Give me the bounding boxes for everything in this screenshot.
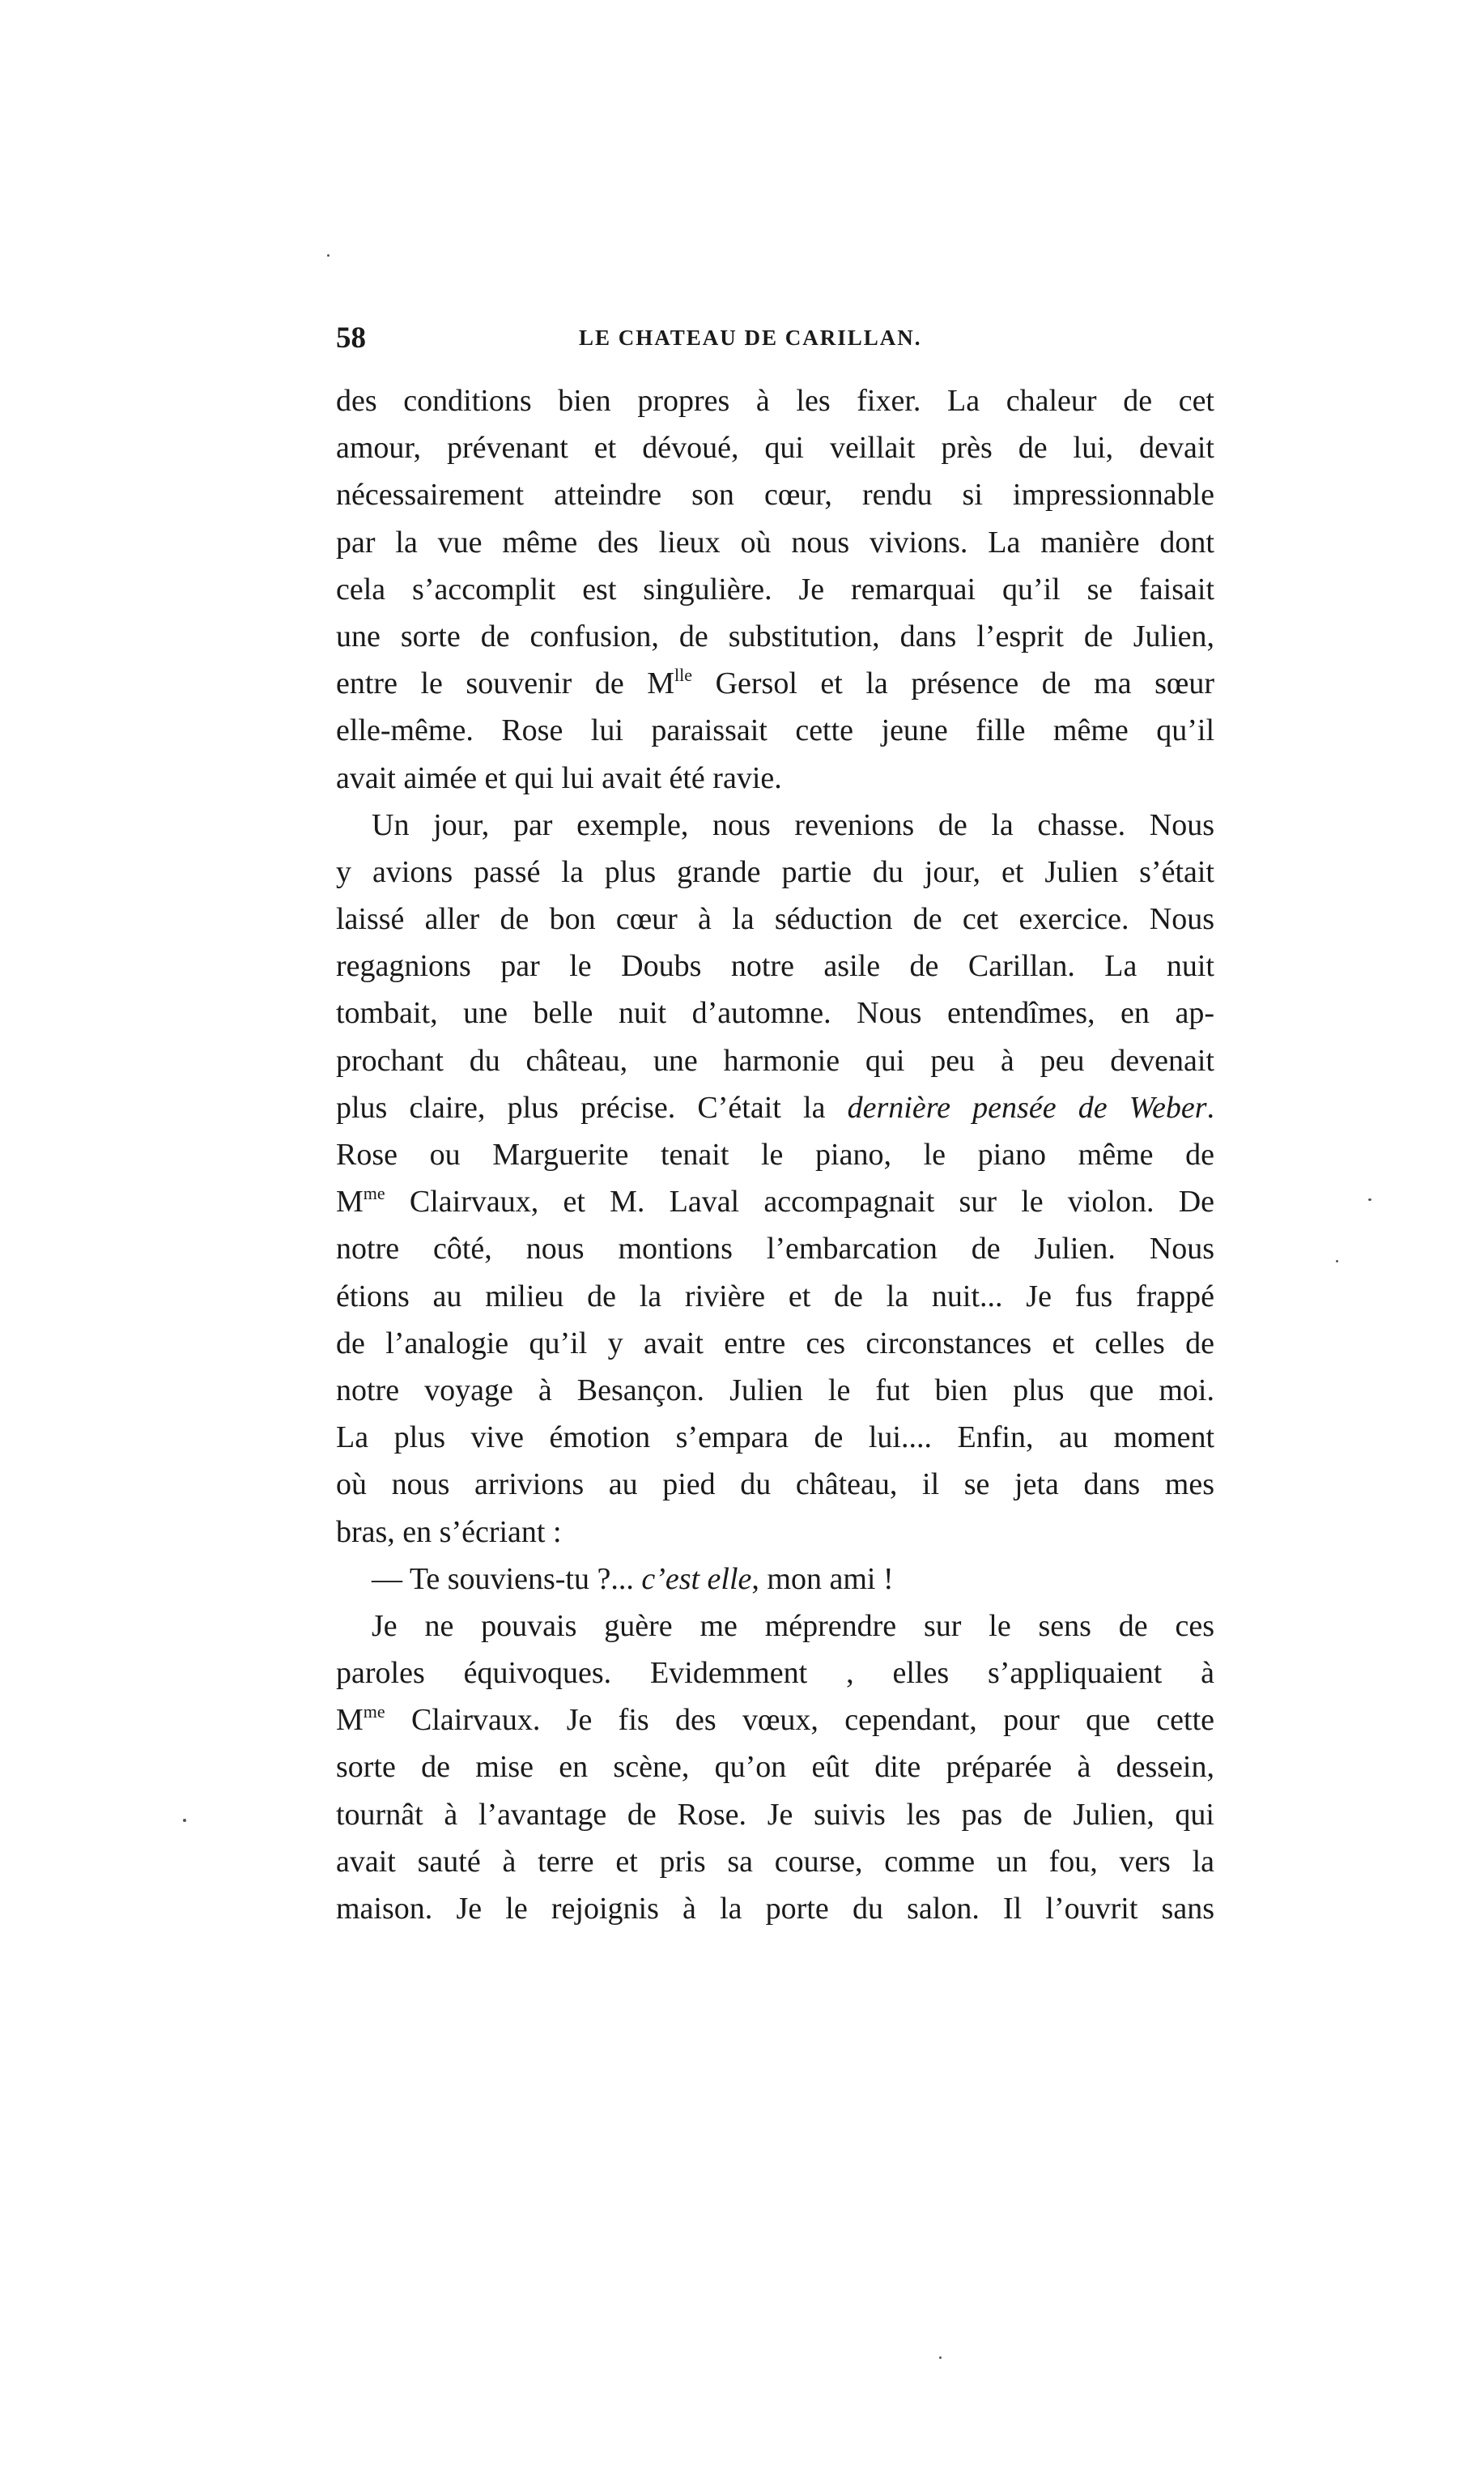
body-text bbox=[336, 377, 1214, 1932]
superscript-abbreviation: me bbox=[363, 1701, 385, 1722]
text-line: par la vue même des lieux où nous vivions. La manière dont bbox=[336, 525, 1214, 560]
text-line: elle-même. Rose lui paraissait cette jeune fille même qu’il bbox=[336, 713, 1214, 748]
text-line: maison. Je le rejoignis à la porte du salon. Il l’ouvrit sans bbox=[336, 1892, 1214, 1926]
text-line: regagnions par le Doubs notre asile de Carillan. La nuit bbox=[336, 949, 1214, 984]
text-line: de l’analogie qu’il y avait entre ces circonstances et celles de bbox=[336, 1326, 1214, 1360]
page-number: 58 bbox=[336, 321, 366, 355]
text-line: plus claire, plus précise. C’était la dernière pensée de Weber. bbox=[336, 1090, 1214, 1125]
text-line: des conditions bien propres à les fixer. La chaleur de cet bbox=[336, 384, 1214, 418]
text-line: $M^{me}$ Clairvaux, et M. Laval accompagnait sur le violon. De bbox=[336, 1183, 1214, 1220]
text-line: Je ne pouvais guère me méprendre sur le sens de ces bbox=[372, 1608, 1214, 1643]
text-line: Rose ou Marguerite tenait le piano, le piano même de bbox=[336, 1138, 1214, 1172]
italic-title: dernière pensée de Weber bbox=[847, 1090, 1207, 1125]
superscript-abbreviation: me bbox=[363, 1183, 385, 1204]
italic-emphasis: c’est elle bbox=[641, 1561, 752, 1596]
dialogue bbox=[336, 1556, 1214, 1603]
scan-speck bbox=[939, 2356, 942, 2359]
text-line: tournât à l’avantage de Rose. Je suivis les pas de Julien, qui bbox=[336, 1797, 1214, 1832]
scan-speck bbox=[183, 1819, 186, 1822]
text-line: bras, en s’écriant : bbox=[336, 1514, 562, 1549]
text-line: nécessairement atteindre son cœur, rendu si impressionnable bbox=[336, 478, 1214, 513]
text-line: Un jour, par exemple, nous revenions de la chasse. Nous bbox=[372, 807, 1214, 842]
text-line: laissé aller de bon cœur à la séduction de cet exercice. Nous bbox=[336, 902, 1214, 937]
text-line: prochant du château, une harmonie qui peu à peu devenait bbox=[336, 1043, 1214, 1078]
text-line: avait sauté à terre et pris sa course, comme un fou, vers la bbox=[336, 1844, 1214, 1879]
text-line: sorte de mise en scène, qu’on eût dite préparée à dessein, bbox=[336, 1750, 1214, 1785]
running-title: LE CHATEAU DE CARILLAN. bbox=[579, 326, 922, 350]
running-head bbox=[336, 321, 1214, 361]
text-line: notre voyage à Besançon. Julien le fut bien plus que moi. bbox=[336, 1373, 1214, 1407]
text-line: avait aimée et qui lui avait été ravie. bbox=[336, 760, 782, 795]
text-line: amour, prévenant et dévoué, qui veillait près de lui, devait bbox=[336, 431, 1214, 466]
text-line: tombait, une belle nuit d’automne. Nous entendîmes, en ap- bbox=[336, 996, 1214, 1031]
scan-speck bbox=[1368, 1198, 1371, 1201]
text-line: étions au milieu de la rivière et de la nuit... Je fus frappé bbox=[336, 1279, 1214, 1313]
scan-speck bbox=[1336, 1260, 1338, 1262]
text-line: paroles équivoques. Evidemment , elles s’appliquaient à bbox=[336, 1656, 1214, 1691]
text-line: cela s’accomplit est singulière. Je remarquai qu’il se faisait bbox=[336, 572, 1214, 607]
text-line: où nous arrivions au pied du château, il se jeta dans mes bbox=[336, 1467, 1214, 1502]
text-line: y avions passé la plus grande partie du jour, et Julien s’était bbox=[336, 854, 1214, 889]
paragraph-2 bbox=[336, 802, 1214, 1556]
paragraph-1 bbox=[336, 377, 1214, 802]
text-line: notre côté, nous montions l’embarcation de Julien. Nous bbox=[336, 1232, 1214, 1266]
dialogue-line: — Te souviens-tu ?... c’est elle, mon ami ! bbox=[372, 1561, 894, 1596]
scan-speck bbox=[327, 254, 330, 257]
text-line: La plus vive émotion s’empara de lui.... Enfin, au moment bbox=[336, 1420, 1214, 1455]
paragraph-3 bbox=[336, 1603, 1214, 1932]
superscript-abbreviation: lle bbox=[674, 665, 693, 686]
text-line: une sorte de confusion, de substitution, dans l’esprit de Julien, bbox=[336, 619, 1214, 653]
text-line: $M^{me}$ Clairvaux. Je fis des vœux, cependant, pour que cette bbox=[336, 1701, 1214, 1738]
text-line: entre le souvenir de $M^{lle}$ Gersol et la présence de ma sœur bbox=[336, 665, 1214, 701]
